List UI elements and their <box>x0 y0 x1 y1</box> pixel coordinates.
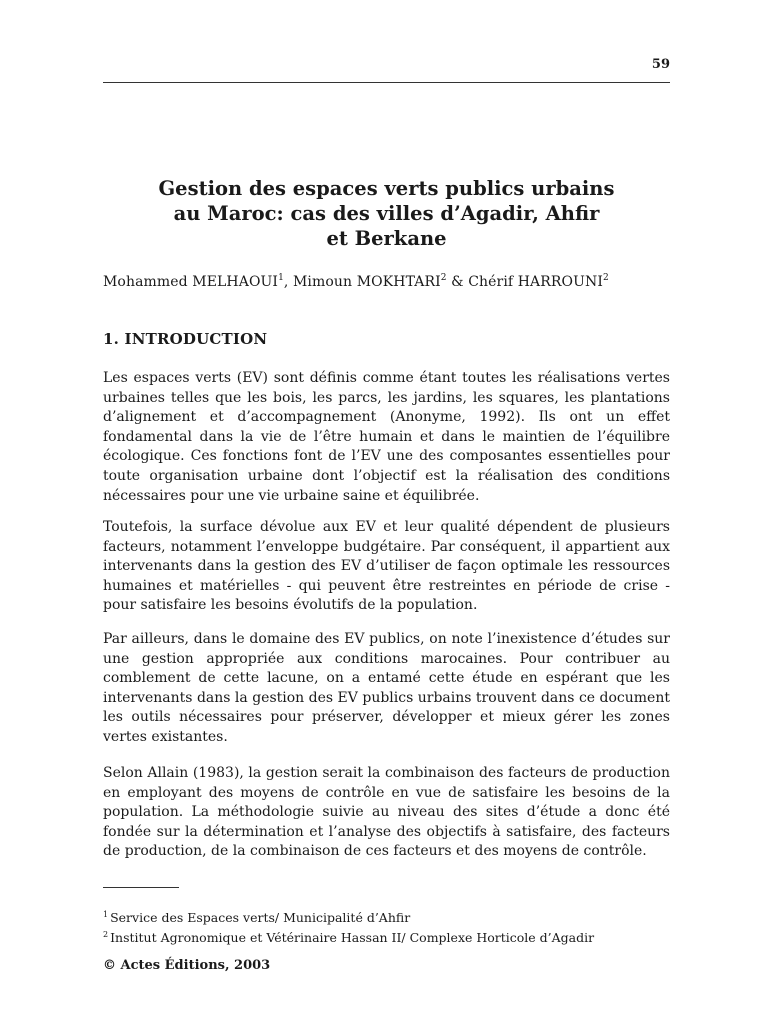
title-line: au Maroc: cas des villes d’Agadir, Ahfir <box>173 202 600 225</box>
body-paragraph: Par ailleurs, dans le domaine des EV publics, on note l’inexistence d’études sur une gestion appropriée aux conditions marocaines. Pour contribuer au comblement de cette lacune, on a entamé cette étude en espérant que les intervenants dans la gestion des EV publics urbains trouvent dans ce document les outils nécessaires pour préserver, développer et mieux gérer les zones vertes existantes. <box>103 631 670 745</box>
footnotes <box>103 906 670 946</box>
copyright-notice: © Actes Éditions, 2003 <box>103 958 271 973</box>
header-rule <box>103 82 670 83</box>
title-line: et Berkane <box>326 227 447 250</box>
author-list <box>103 273 673 290</box>
footnote <box>103 906 670 926</box>
author-name: Mohammed MELHAOUI <box>103 274 279 290</box>
affiliation-mark: 2 <box>440 273 447 283</box>
title-line: Gestion des espaces verts publics urbains <box>158 177 615 200</box>
footnote-mark: 2 <box>103 930 109 939</box>
affiliation-mark: 2 <box>603 273 609 283</box>
author-name: Mimoun MOKHTARI <box>293 274 441 290</box>
section-heading: 1. INTRODUCTION <box>103 330 268 348</box>
footnote <box>103 926 670 946</box>
body-paragraph: Toutefois, la surface dévolue aux EV et leur qualité dépendent de plusieurs facteurs, notamment l’enveloppe budgétaire. Par conséquent, il appartient aux intervenants dans la gestion des EV d’utiliser de façon optimale les ressources humaines et matérielles - qui peuvent être restreintes en période de crise - pour satisfaire les besoins évolutifs de la population. <box>103 519 670 614</box>
page-number: 59 <box>651 57 670 72</box>
footnote-text: Institut Agronomique et Vétérinaire Hassan II/ Complexe Horticole d’Agadir <box>110 930 595 945</box>
author-separator: , <box>283 274 293 290</box>
footnote-mark: 1 <box>103 910 109 919</box>
body-paragraph: Les espaces verts (EV) sont définis comme étant toutes les réalisations vertes urbaines telles que les bois, les parcs, les jardins, les squares, les plantations d’alignement et d’accompagnement (Anonyme, 1992). Ils ont un effet fondamental dans la vie de l’être humain et dans le maintien de l’équilibre écologique. Ces fonctions font de l’EV une des composantes essentielles pour toute organisation urbaine dont l’objectif est la réalisation des conditions nécessaires pour une vie urbaine saine et équilibrée. <box>103 370 670 504</box>
footnote-rule <box>103 887 179 888</box>
paper-title <box>103 176 670 251</box>
author-name: Chérif HARROUNI <box>468 274 604 290</box>
footnote-text: Service des Espaces verts/ Municipalité d’Ahfir <box>110 910 411 925</box>
author-separator: & <box>446 274 469 290</box>
body-paragraph: Selon Allain (1983), la gestion serait la combinaison des facteurs de production en employant des moyens de contrôle en vue de satisfaire les besoins de la population. La méthodologie suivie au niveau des sites d’étude a donc été fondée sur la détermination et l’analyse des objectifs à satisfaire, des facteurs de production, de la combinaison de ces facteurs et des moyens de contrôle. <box>103 765 670 860</box>
affiliation-mark: 1 <box>278 273 284 283</box>
